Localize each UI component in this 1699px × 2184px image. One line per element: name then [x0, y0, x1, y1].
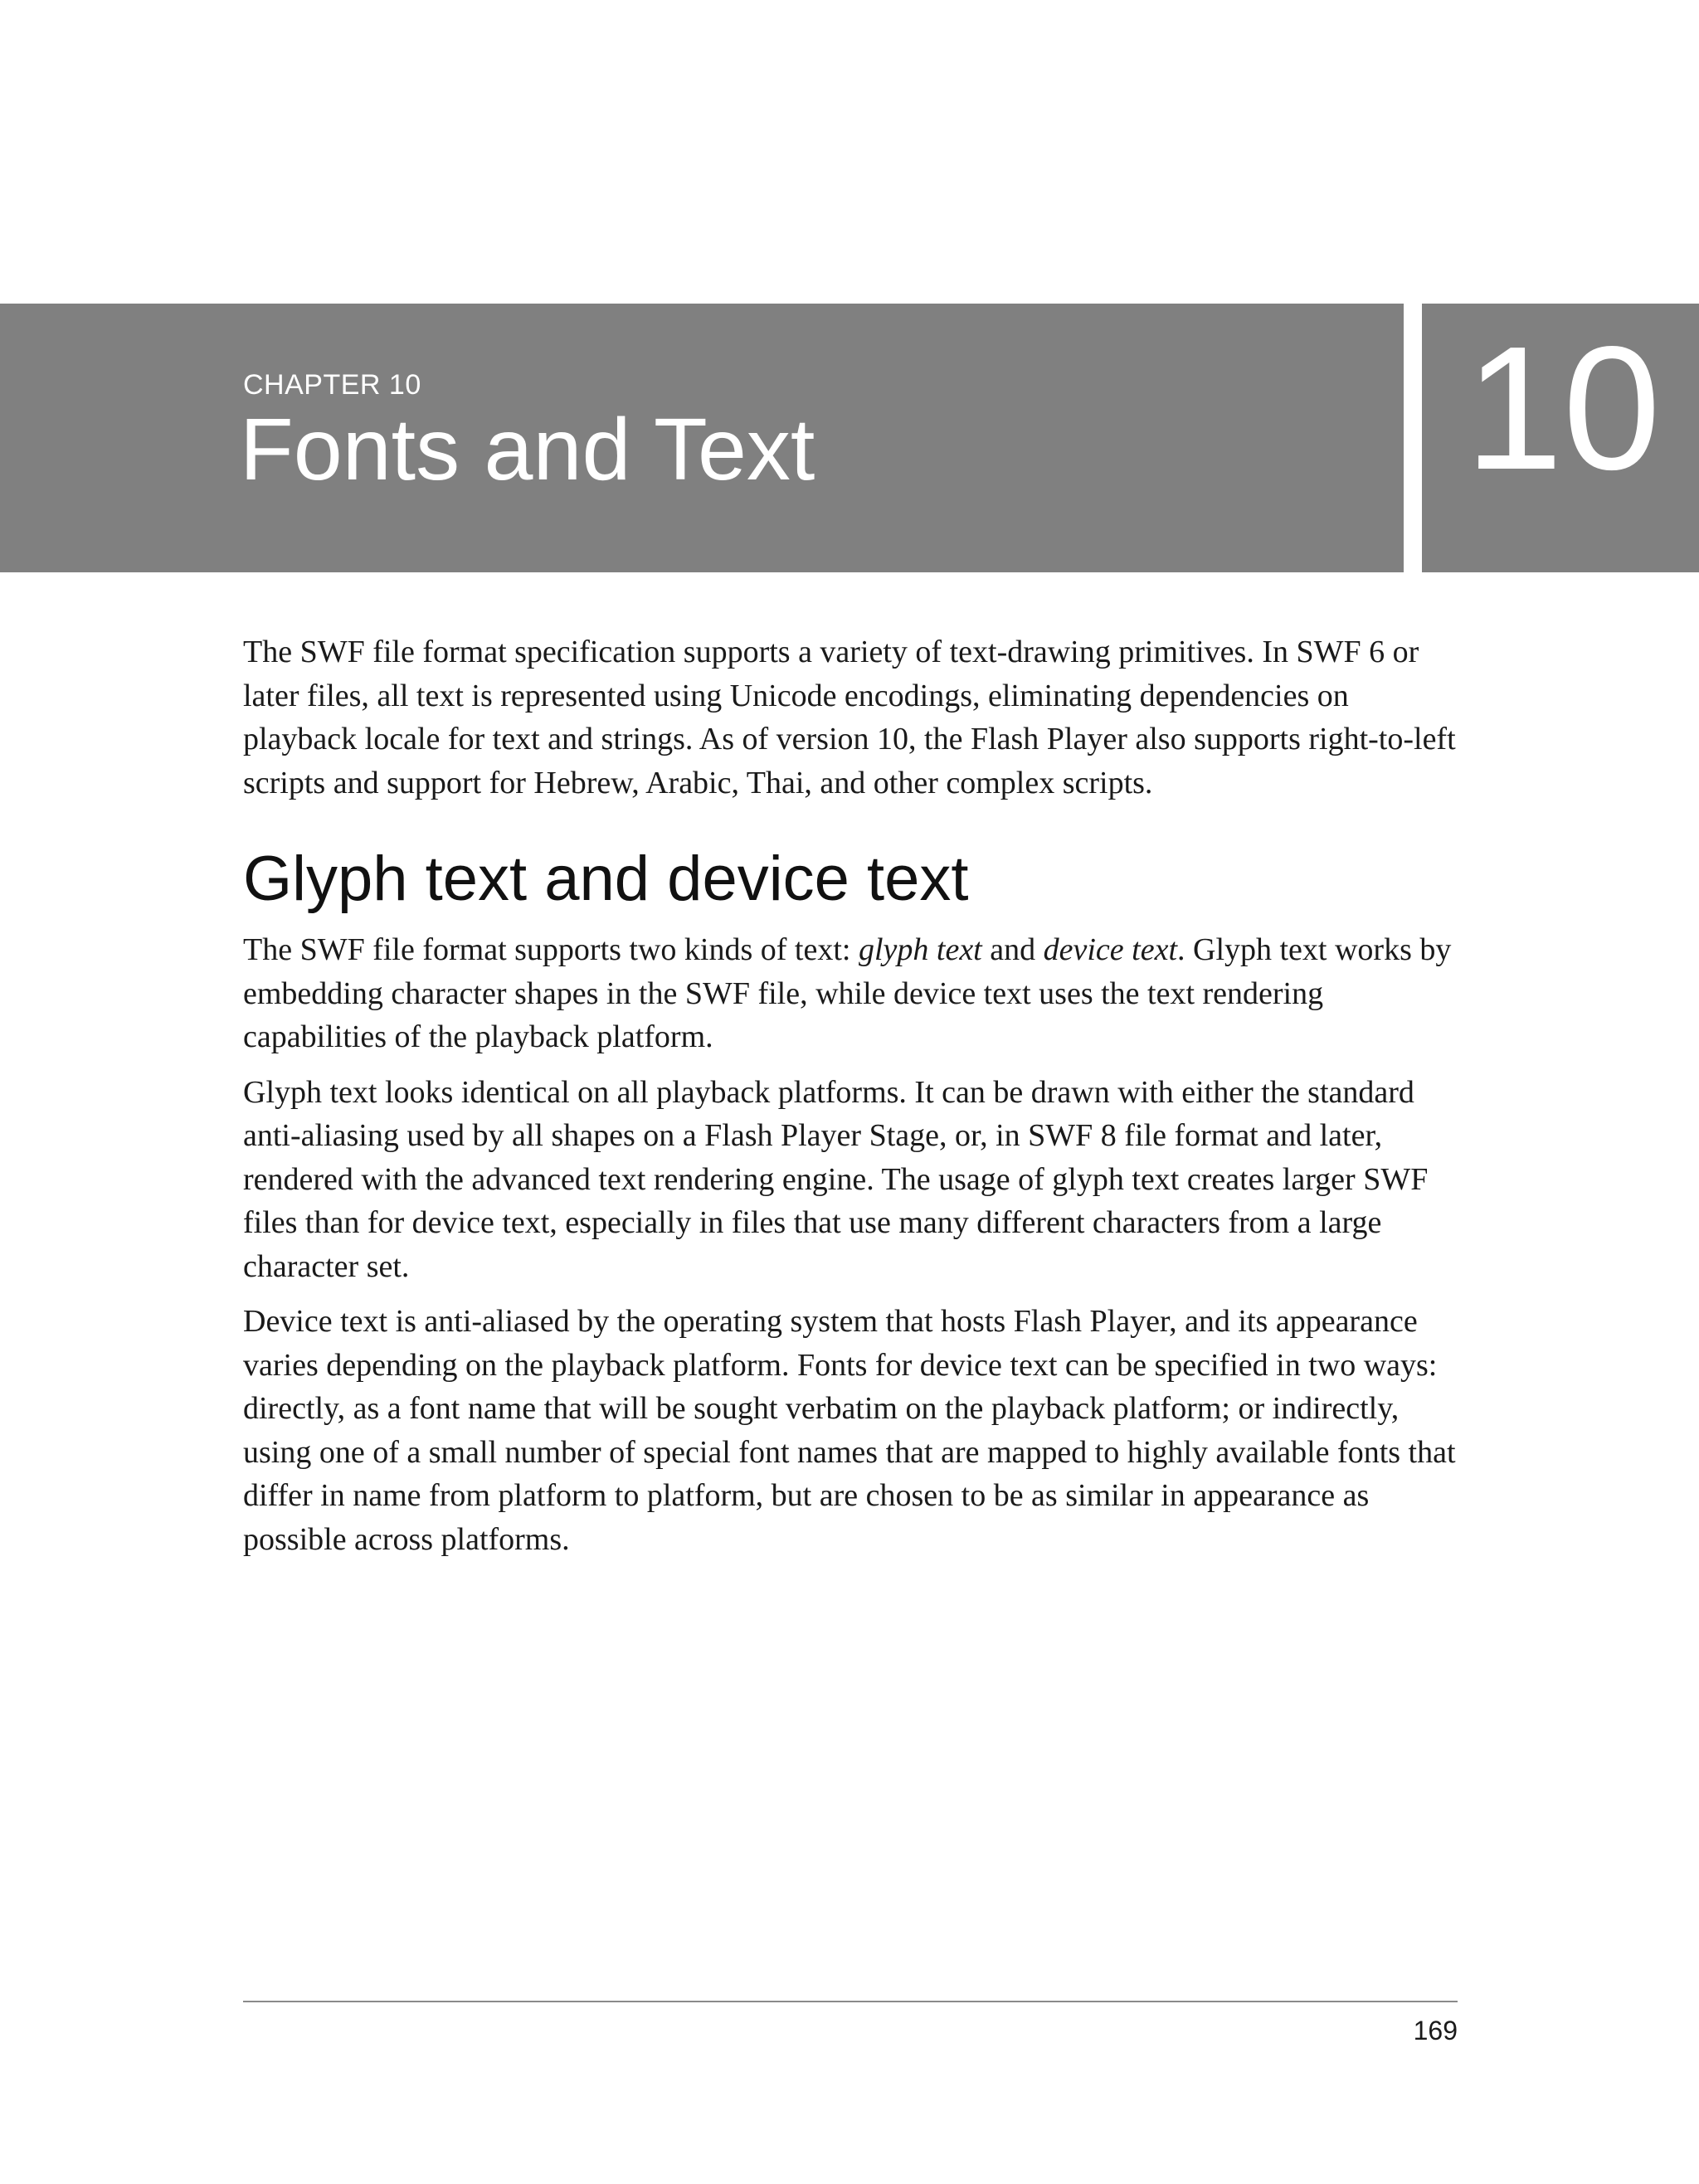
- section-heading: Glyph text and device text: [243, 844, 969, 914]
- paragraph-text: . Glyph text works by embedding character shapes in the SWF file, while device text uses the text rendering capabilities of the playback platform.: [243, 932, 1452, 1055]
- section-paragraph-1: [243, 928, 1463, 1059]
- intro-paragraph: The SWF file format specification supports a variety of text-drawing primitives. In SWF 6 or later files, all text is represented using Unicode encodings, eliminating dependencies on playback locale for text and strings. As of version 10, the Flash Player also supports right-to-left scripts and support for Hebrew, Arabic, Thai, and other complex scripts.: [243, 635, 1456, 800]
- chapter-label: CHAPTER 10: [243, 369, 421, 401]
- footer-rule: [243, 2001, 1458, 2002]
- paragraph-text: The SWF file format supports two kinds of text:: [243, 932, 859, 968]
- paragraph-text: and: [981, 932, 1044, 968]
- page-body: [243, 630, 1463, 1573]
- term-glyph-text: glyph text: [858, 932, 982, 968]
- section-paragraph-3: Device text is anti-aliased by the operating system that hosts Flash Player, and its appearance varies depending on the playback platform. Fonts for device text can be specified in two ways: directly, as a font name that will be sought verbatim on the playback platform; or indirectly, using one of a small number of special font names that are mapped to highly available fonts that differ in name from platform to platform, but are chosen to be as similar in appearance as possible across platforms.: [243, 1304, 1456, 1557]
- section-paragraph-2: Glyph text looks identical on all playback platforms. It can be drawn with either the standard anti-aliasing used by all shapes on a Flash Player Stage, or, in SWF 8 file format and later, rendered with the advanced text rendering engine. The usage of glyph text creates larger SWF files than for device text, especially in files that use many different characters from a large character set.: [243, 1074, 1429, 1284]
- chapter-title: Fonts and Text: [240, 401, 815, 499]
- chapter-number-box: [1422, 304, 1699, 572]
- chapter-number: 10: [1465, 309, 1661, 506]
- page-number: 169: [1413, 2016, 1458, 2045]
- term-device-text: device text: [1043, 932, 1177, 968]
